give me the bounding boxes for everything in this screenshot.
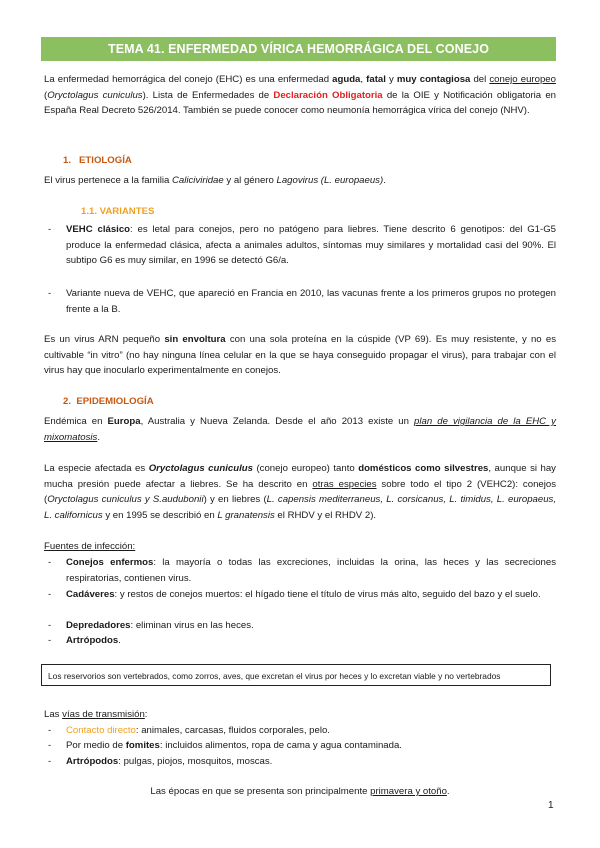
list-item: - Por medio de fomites: incluidos alimentos, ropa de cama y agua contaminada.	[48, 740, 402, 751]
list-item: - Depredadores: eliminan virus en las heces.	[48, 620, 254, 631]
plan-vigilancia-link[interactable]: plan de vigilancia de la EHC y mixomatosis	[44, 416, 556, 443]
vias-heading: Las vías de transmisión:	[44, 709, 148, 720]
page-title: TEMA 41. ENFERMEDAD VÍRICA HEMORRÁGICA DEL CONEJO	[41, 37, 556, 61]
list-item: - Conejos enfermos: la mayoría o todas las excreciones, incluidas la orina, las heces y las secreciones respiratorias, contienen virus.	[48, 557, 556, 584]
virus-paragraph: Es un virus ARN pequeño sin envoltura con una sola proteína en la cúspide (VP 69). Es muy resistente, y no es cultivable “in vitro” (no hay ninguna línea celular en la que se haya conseguido propagar el virus), para trabajar con el virus hay que inocularlo experimentalmente en conejos.	[44, 334, 556, 376]
page-number: 1	[548, 800, 554, 811]
especie-paragraph: La especie afectada es Oryctolagus cuniculus (conejo europeo) tanto domésticos como silvestres, aunque si hay mucha presión puede afectar a liebres. Se ha descrito en otras especies sobre todo el tipo 2 (VEHC2): conejos (Oryctolagus cuniculus y S.audubonii) y en liebres (L. capensis mediterraneus, L. corsicanus, L. timidus, L. europaeus, L. californicus y en 1995 se describió en L granatensis el RHDV y el RHDV 2).	[44, 463, 557, 521]
intro-paragraph: La enfermedad hemorrágica del conejo (EHC) es una enfermedad aguda, fatal y muy contagiosa del conejo europeo (Oryctolagus cuniculus). Lista de Enfermedades de Declaración Obligatoria de la OIE y Notificación obligatoria en España Real Decreto 526/2014. También se puede conocer como neumonía hemorrágica vírica del conejo (NHV).	[44, 74, 556, 116]
list-item: - Artrópodos: pulgas, piojos, mosquitos, moscas.	[48, 756, 273, 767]
list-item: - Variante nueva de VEHC, que apareció en Francia en 2010, las vacunas frente a los primeros grupos no protegen frente a la B.	[48, 288, 556, 315]
heading-etiologia: 1. ETIOLOGÍA	[63, 155, 132, 166]
fuentes-heading: Fuentes de infección:	[44, 541, 136, 552]
endemica-paragraph: Endémica en Europa, Australia y Nueva Zelanda. Desde el año 2013 existe un plan de vigilancia de la EHC y mixomatosis.	[44, 416, 556, 443]
reservorios-box: Los reservorios son vertebrados, como zorros, aves, que excretan el virus por heces y lo excretan viable y no vertebrados	[41, 664, 551, 686]
epocas-line: Las épocas en que se presenta son principalmente primavera y otoño.	[150, 786, 450, 797]
list-item: - Cadáveres: y restos de conejos muertos: el hígado tiene el título de virus más alto, seguido del bazo y el suelo.	[48, 589, 541, 600]
etiologia-paragraph: El virus pertenece a la familia Caliciviridae y al género Lagovirus (L. europaeus).	[44, 175, 386, 186]
list-item: - Artrópodos.	[48, 635, 121, 646]
heading-variantes: 1.1. VARIANTES	[81, 206, 155, 217]
list-item: - VEHC clásico: es letal para conejos, pero no patógeno para liebres. Tiene descrito 6 genotipos: del G1-G5 produce la enfermedad clásica, afecta a animales adultos, síntomas muy similares y mortalidad casi del 90%. El subtipo G6 es muy similar, en 1996 se detectó G6/a.	[48, 224, 556, 266]
heading-epidemiologia: 2. EPIDEMIOLOGÍA	[63, 396, 154, 407]
list-item: - Contacto directo: animales, carcasas, fluidos corporales, pelo.	[48, 725, 330, 736]
